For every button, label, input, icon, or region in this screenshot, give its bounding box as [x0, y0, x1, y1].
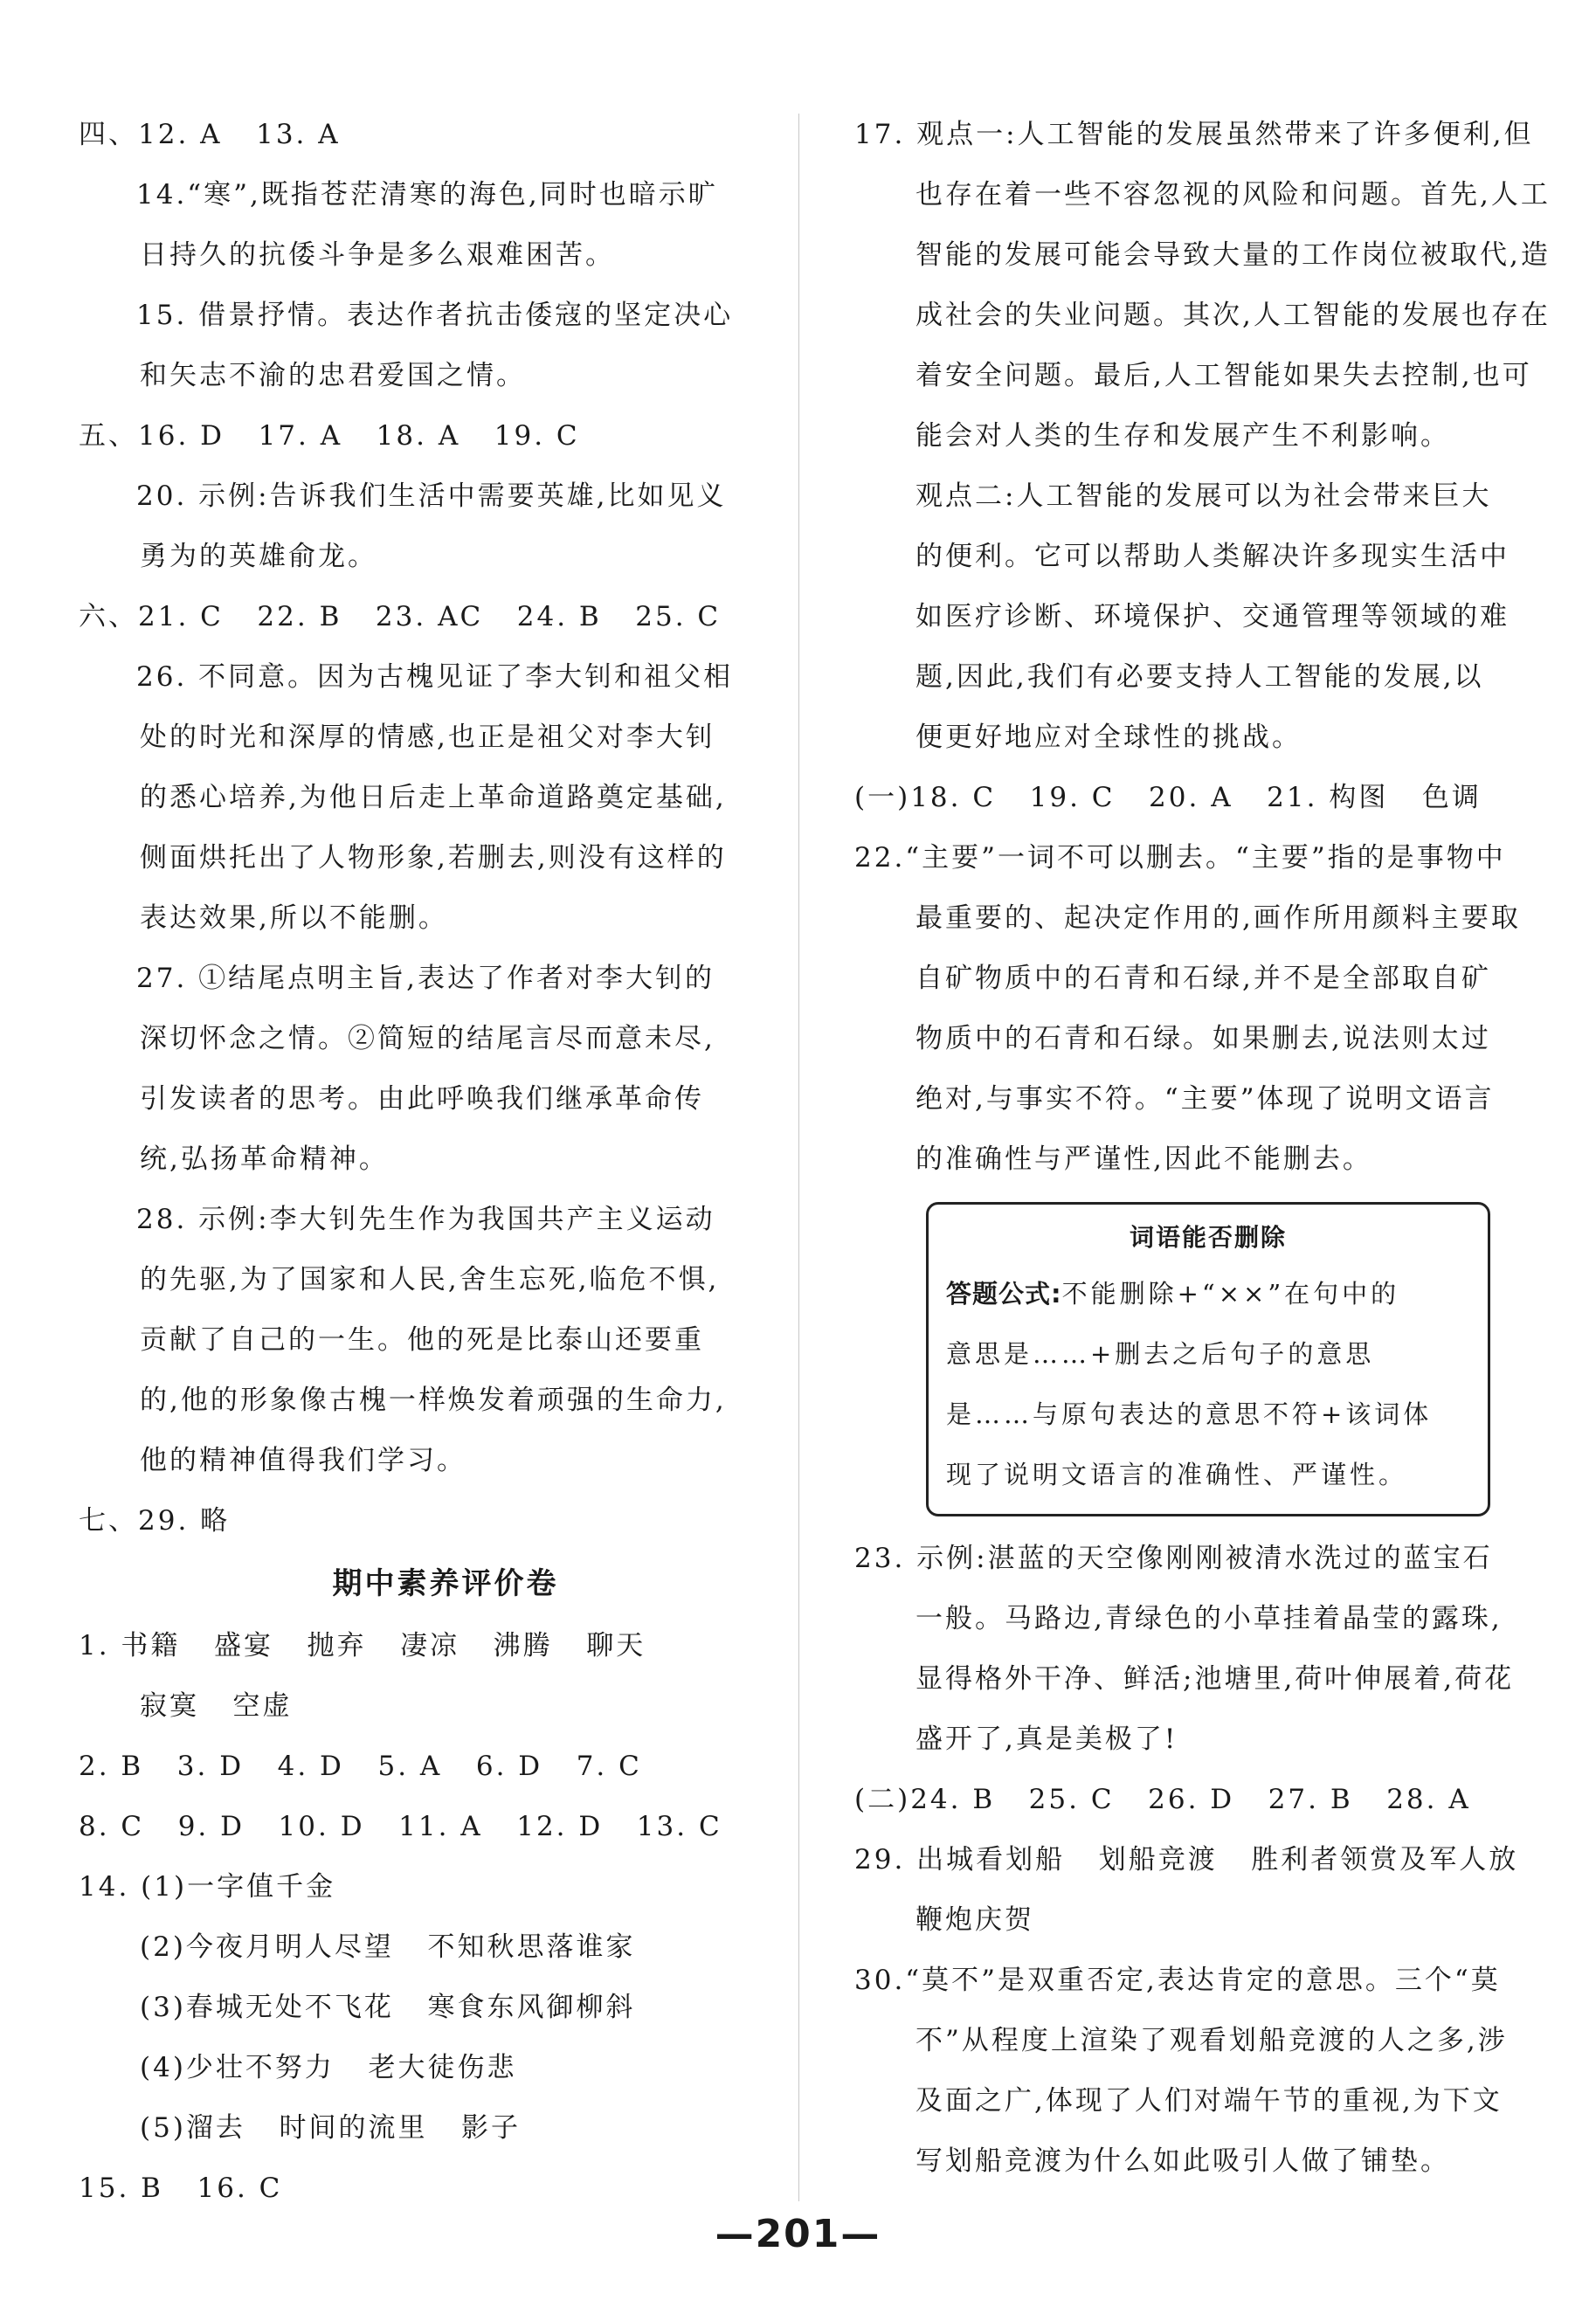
page-number: —201—: [715, 2212, 881, 2256]
text-line: 五、16. D 17. A 18. A 19. C: [79, 420, 580, 452]
text-line: 寂寞 空虚: [140, 1690, 293, 1722]
text-line: 和矢志不渝的忠君爱国之情。: [140, 360, 526, 391]
text-line: 14.“寒”,既指苍茫清寒的海色,同时也暗示旷: [136, 179, 718, 211]
right-answers-part-1: [854, 105, 1571, 1190]
tip-box-title: 词语能否删除: [1129, 1223, 1287, 1252]
tip-box-line: 是……与原句表达的意思不符+该词体: [946, 1399, 1433, 1429]
text-line: 绝对,与事实不符。“主要”体现了说明文语言: [915, 1083, 1495, 1115]
text-line: 22.“主要”一词不可以删去。“主要”指的是事物中: [854, 842, 1506, 874]
tip-box-line: 意思是……+删去之后句子的意思: [946, 1339, 1375, 1369]
tip-box-line-1: 不能删除+“××”在句中的: [1061, 1279, 1400, 1309]
text-line: 自矿物质中的石青和石绿,并不是全部取自矿: [915, 963, 1491, 994]
text-line: 2. B 3. D 4. D 5. A 6. D 7. C: [79, 1751, 642, 1782]
text-line: 题,因此,我们有必要支持人工智能的发展,以: [915, 661, 1484, 693]
text-line: 深切怀念之情。②简短的结尾言尽而意未尽,: [140, 1023, 715, 1054]
text-line: 29. 出城看划船 划船竞渡 胜利者领赏及军人放: [854, 1844, 1519, 1875]
text-line: 14. (1)一字值千金: [79, 1871, 336, 1903]
text-line: 六、21. C 22. B 23. AC 24. B 25. C: [79, 601, 722, 632]
text-line: 30.“莫不”是双重否定,表达肯定的意思。三个“莫: [854, 1965, 1501, 1996]
text-line: 贡献了自己的一生。他的死是比泰山还要重: [140, 1324, 704, 1356]
text-line: (一)18. C 19. C 20. A 21. 构图 色调: [854, 782, 1482, 813]
text-line: 七、29. 略: [79, 1505, 231, 1537]
text-line: (5)溜去 时间的流里 影子: [140, 2112, 522, 2144]
text-line: 着安全问题。最后,人工智能如果失去控制,也可: [915, 360, 1532, 391]
text-line: (4)少壮不努力 老大徒伤悲: [140, 2052, 517, 2083]
text-line: 他的精神值得我们学习。: [140, 1445, 466, 1476]
text-line: 一般。马路边,青绿色的小草挂着晶莹的露珠,: [915, 1603, 1503, 1634]
column-divider: [798, 114, 799, 2201]
text-line: 引发读者的思考。由此呼唤我们继承革命传: [140, 1083, 704, 1115]
text-line: 便更好地应对全球性的挑战。: [915, 722, 1302, 753]
text-line: 成社会的失业问题。其次,人工智能的发展也存在: [915, 300, 1551, 331]
text-line: 智能的发展可能会导致大量的工作岗位被取代,造: [915, 239, 1551, 271]
text-line: (3)春城无处不飞花 寒食东风御柳斜: [140, 1992, 636, 2023]
section-title: 期中素养评价卷: [332, 1566, 559, 1601]
text-line: 如医疗诊断、环境保护、交通管理等领域的难: [915, 601, 1510, 632]
text-line: 15. 借景抒情。表达作者抗击倭寇的坚定决心: [136, 300, 734, 331]
text-line: 8. C 9. D 10. D 11. A 12. D 13. C: [79, 1811, 722, 1842]
right-column: [854, 105, 1571, 2192]
text-line: 四、12. A 13. A: [79, 119, 341, 150]
text-line: 鞭炮庆贺: [915, 1904, 1034, 1936]
text-line: 20. 示例:告诉我们生活中需要英雄,比如见义: [136, 480, 727, 512]
text-line: 15. B 16. C: [79, 2172, 283, 2204]
tip-box-line: [946, 1264, 1470, 1324]
text-line: 表达效果,所以不能删。: [140, 902, 448, 934]
text-line: 观点二:人工智能的发展可以为社会带来巨大: [915, 480, 1492, 512]
text-line: 最重要的、起决定作用的,画作所用颜料主要取: [915, 902, 1521, 934]
text-line: 能会对人类的生存和发展产生不利影响。: [915, 420, 1450, 452]
text-line: 28. 示例:李大钊先生作为我国共产主义运动: [136, 1204, 715, 1235]
text-line: 的悉心培养,为他日后走上革命道路奠定基础,: [140, 782, 727, 813]
text-line: 的准确性与严谨性,因此不能删去。: [915, 1143, 1372, 1175]
text-line: 的先驱,为了国家和人民,舍生忘死,临危不惧,: [140, 1264, 720, 1295]
text-line: 统,弘扬革命精神。: [140, 1143, 389, 1175]
text-line: 27. ①结尾点明主旨,表达了作者对李大钊的: [136, 963, 715, 994]
tip-box: [926, 1202, 1490, 1516]
text-line: 23. 示例:湛蓝的天空像刚刚被清水洗过的蓝宝石: [854, 1543, 1493, 1574]
text-line: 写划船竞渡为什么如此吸引人做了铺垫。: [915, 2145, 1450, 2177]
tip-box-line: 现了说明文语言的准确性、严谨性。: [946, 1460, 1408, 1489]
text-line: (二)24. B 25. C 26. D 27. B 28. A: [854, 1784, 1471, 1815]
text-line: 勇为的英雄俞龙。: [140, 541, 377, 572]
text-line: 1. 书籍 盛宴 抛弃 凄凉 沸腾 聊天: [79, 1630, 646, 1661]
text-line: 26. 不同意。因为古槐见证了李大钊和祖父相: [136, 661, 734, 693]
text-line: 的便利。它可以帮助人类解决许多现实生活中: [915, 541, 1510, 572]
left-answers-part-2: [79, 1616, 795, 2219]
tip-box-label: 答题公式:: [946, 1279, 1062, 1309]
text-line: 及面之广,体现了人们对端午节的重视,为下文: [915, 2085, 1503, 2117]
text-line: (2)今夜月明人尽望 不知秋思落谁家: [140, 1931, 636, 1963]
text-line: 显得格外干净、鲜活;池塘里,荷叶伸展着,荷花: [915, 1663, 1515, 1695]
left-column: [79, 105, 795, 2219]
text-line: 不”从程度上渲染了观看划船竞渡的人之多,涉: [915, 2025, 1508, 2056]
text-line: 物质中的石青和石绿。如果删去,说法则太过: [915, 1023, 1491, 1054]
right-answers-part-2: [854, 1529, 1571, 2192]
text-line: 的,他的形象像古槐一样焕发着顽强的生命力,: [140, 1385, 727, 1416]
text-line: 17. 观点一:人工智能的发展虽然带来了许多便利,但: [854, 119, 1534, 150]
text-line: 处的时光和深厚的情感,也正是祖父对李大钊: [140, 722, 715, 753]
text-line: 也存在着一些不容忽视的风险和问题。首先,人工: [915, 179, 1551, 211]
text-line: 侧面烘托出了人物形象,若删去,则没有这样的: [140, 842, 727, 874]
text-line: 日持久的抗倭斗争是多么艰难困苦。: [140, 239, 615, 271]
left-answers-part-1: [79, 105, 795, 1551]
text-line: 盛开了,真是美极了!: [915, 1723, 1178, 1755]
